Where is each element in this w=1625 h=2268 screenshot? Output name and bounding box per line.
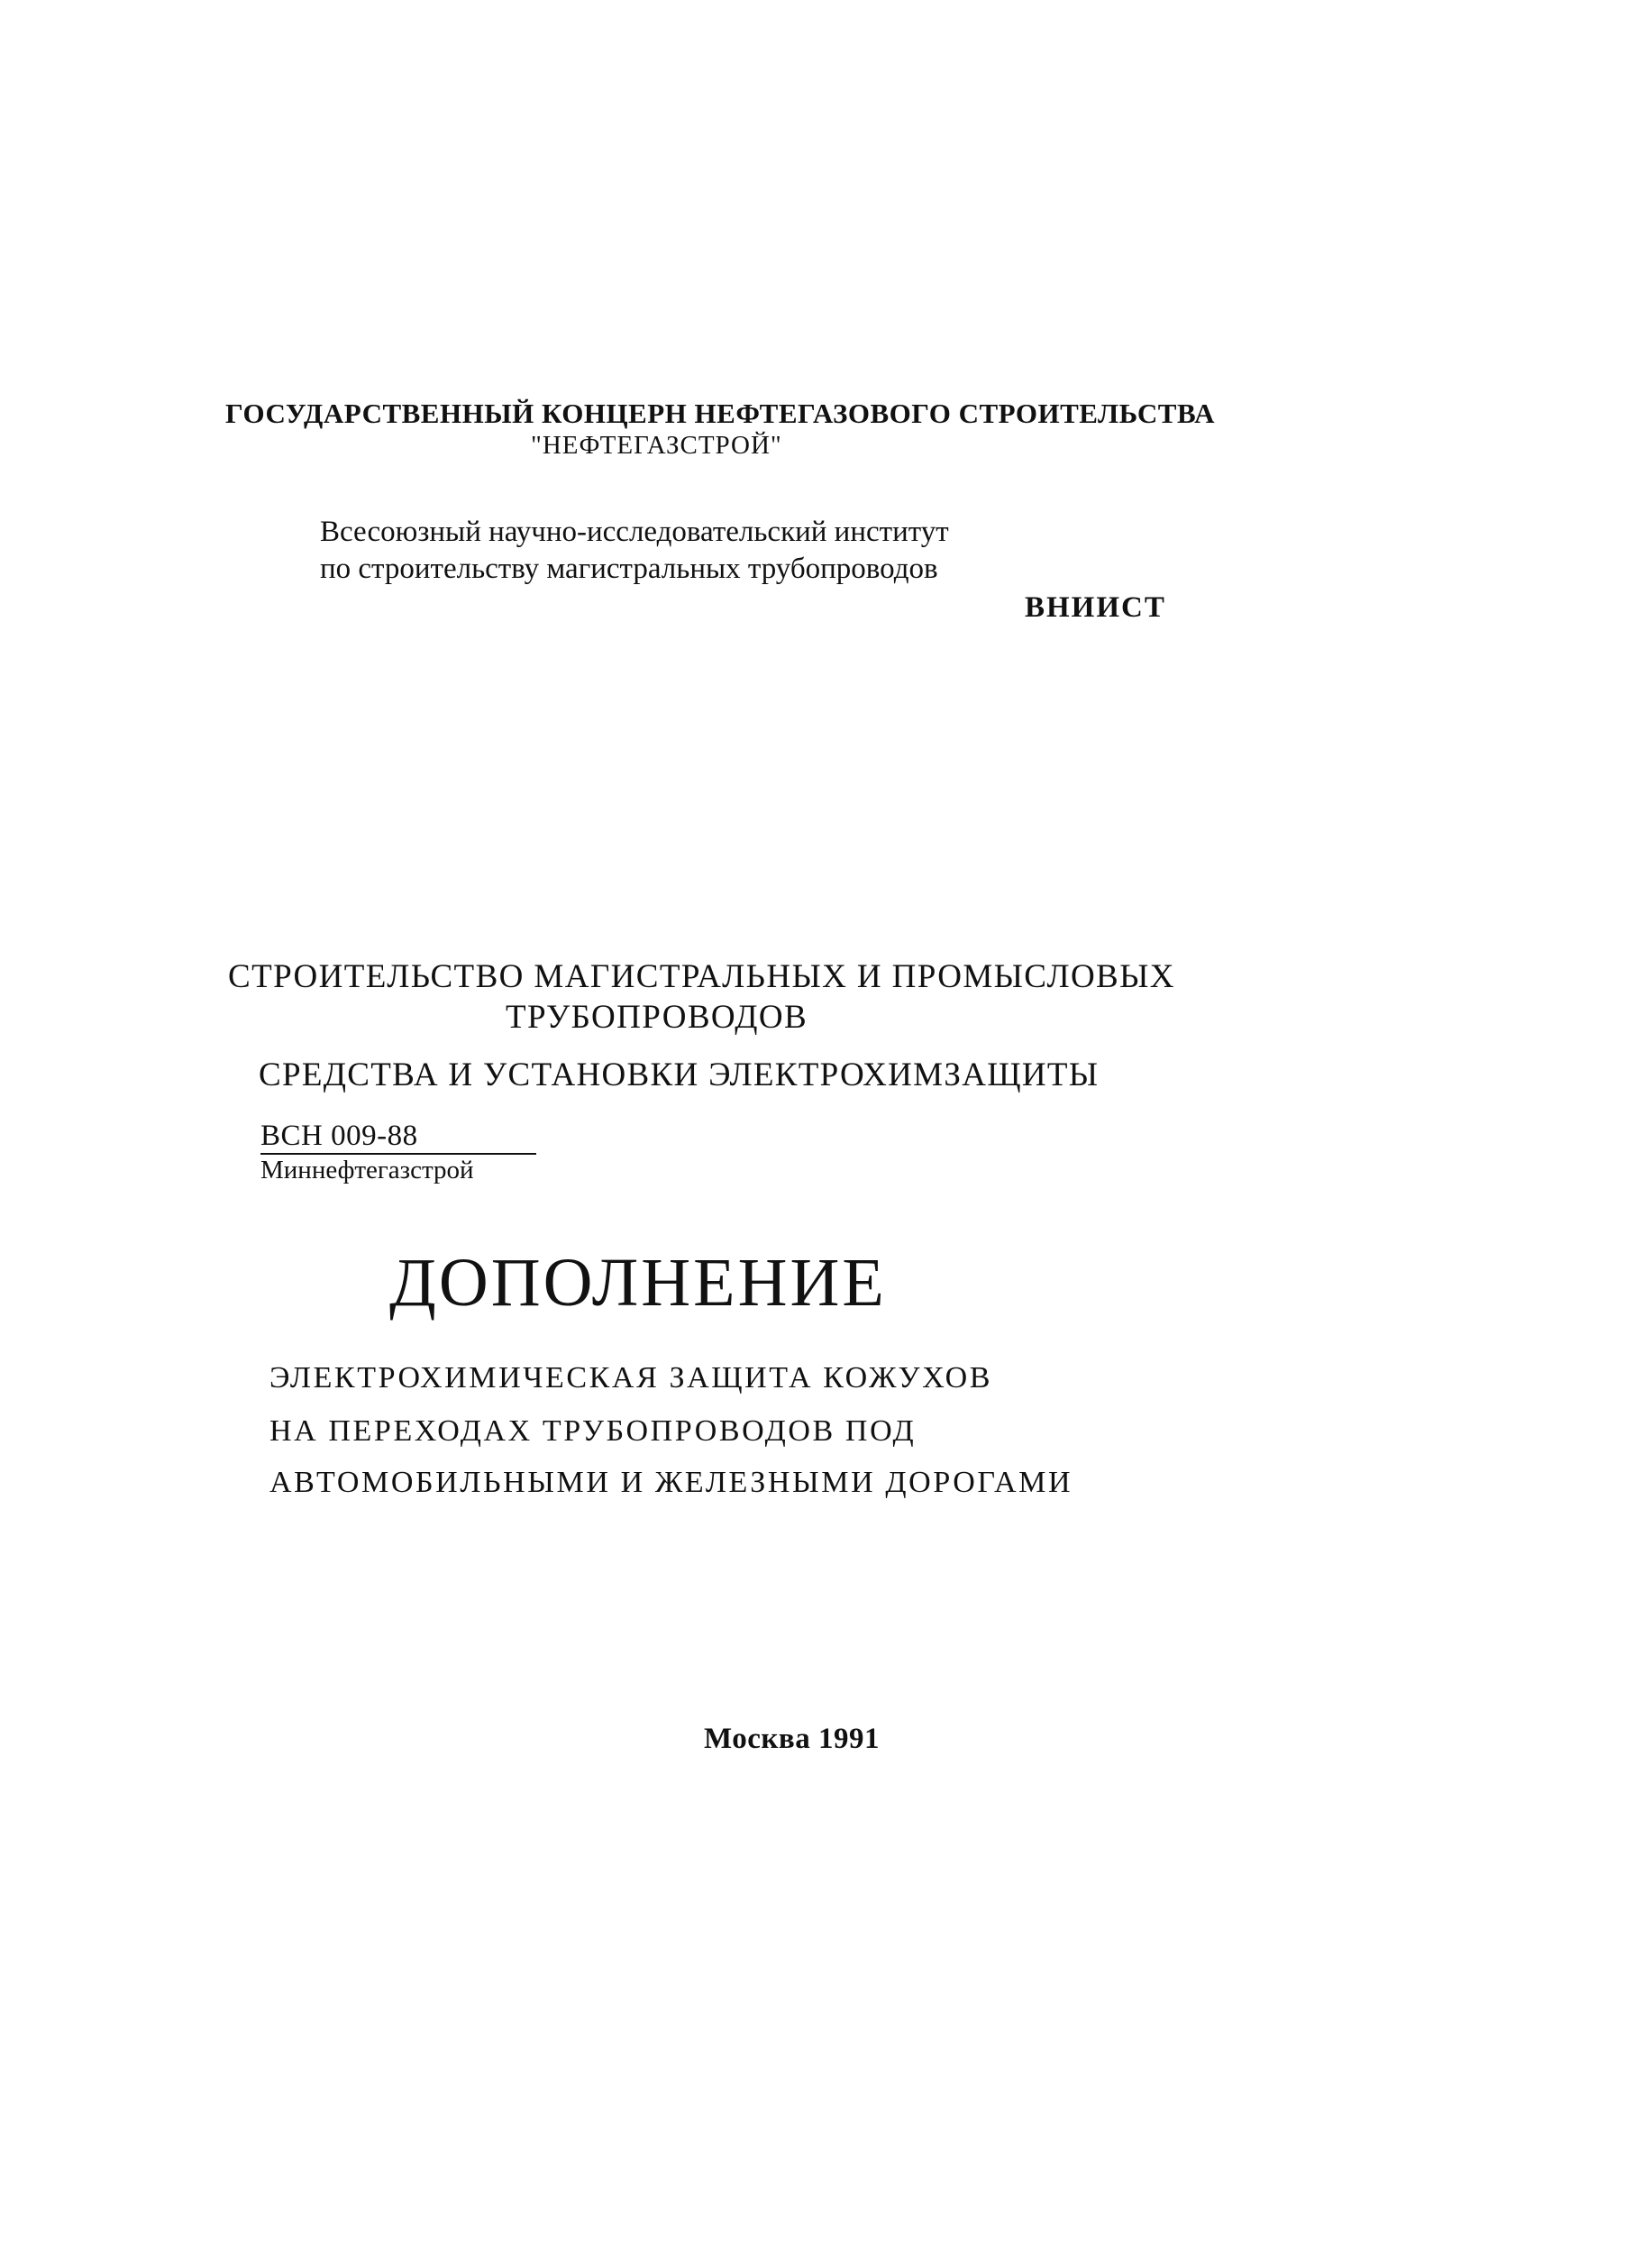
norm-code: ВСН 009-88: [260, 1120, 418, 1152]
topic-line-1: ЭЛЕКТРОХИМИЧЕСКАЯ ЗАЩИТА КОЖУХОВ: [269, 1361, 993, 1395]
concern-name: "НЕФТЕГАЗСТРОЙ": [531, 431, 782, 460]
subject-subtitle: СРЕДСТВА И УСТАНОВКИ ЭЛЕКТРОХИМЗАЩИТЫ: [259, 1056, 1100, 1093]
subject-title-line-2: ТРУБОПРОВОДОВ: [506, 999, 808, 1036]
concern-heading: ГОСУДАРСТВЕННЫЙ КОНЦЕРН НЕФТЕГАЗОВОГО СТРОИТЕЛЬСТВА: [225, 398, 1216, 429]
institute-name-line-1: Всесоюзный научно-исследовательский институт: [320, 516, 949, 548]
institute-abbreviation: ВНИИСТ: [1025, 591, 1166, 624]
addition-title: ДОПОЛНЕНИЕ: [389, 1245, 887, 1321]
topic-line-2: НА ПЕРЕХОДАХ ТРУБОПРОВОДОВ ПОД: [269, 1414, 917, 1448]
institute-name-line-2: по строительству магистральных трубопроводов: [320, 553, 938, 585]
subject-title-line-1: СТРОИТЕЛЬСТВО МАГИСТРАЛЬНЫХ И ПРОМЫСЛОВЫХ: [228, 958, 1175, 995]
norm-divider: [260, 1153, 536, 1155]
topic-line-3: АВТОМОБИЛЬНЫМИ И ЖЕЛЕЗНЫМИ ДОРОГАМИ: [269, 1466, 1073, 1499]
norm-ministry: Миннефтегазстрой: [260, 1156, 474, 1184]
imprint-place-year: Москва 1991: [704, 1723, 880, 1755]
